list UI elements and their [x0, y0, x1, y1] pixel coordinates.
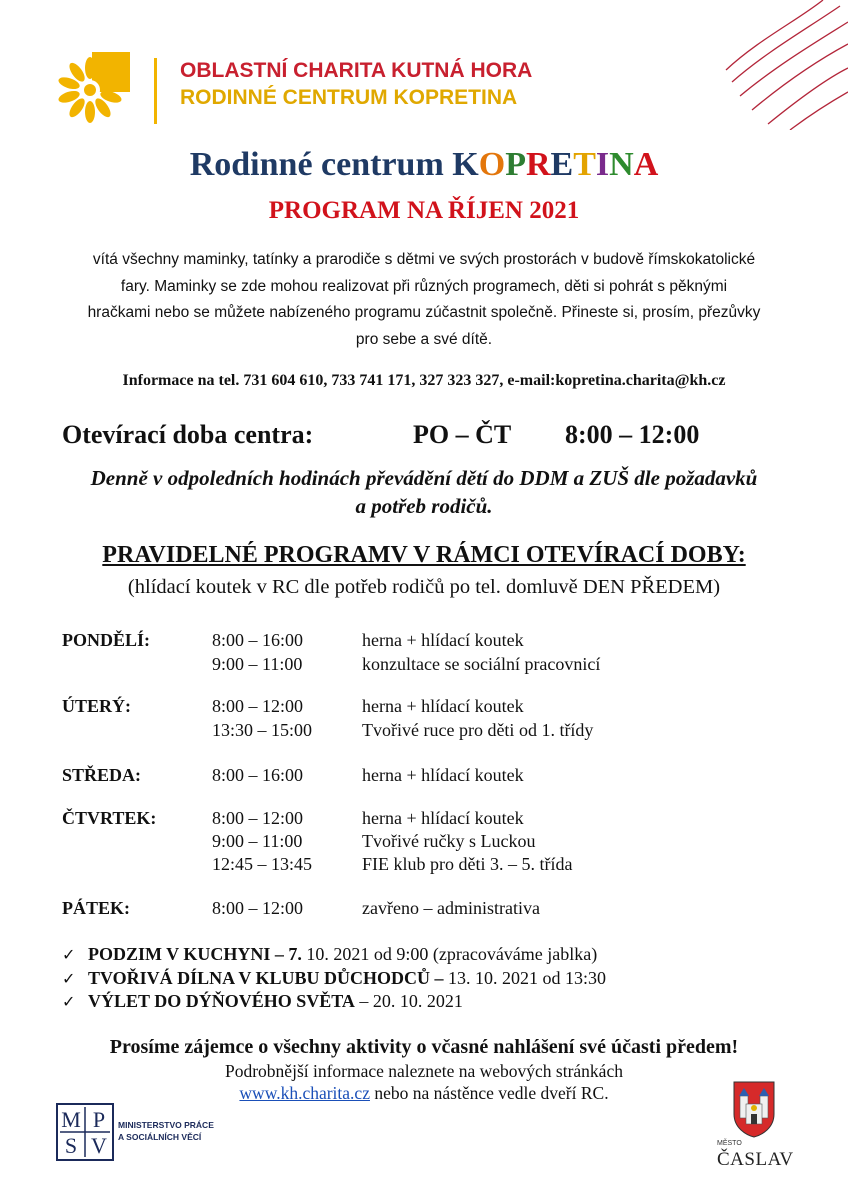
opening-hours-time: 8:00 – 12:00	[565, 420, 700, 449]
intro-line: vítá všechny maminky, tatínky a prarodiče s dětmi ve svých prostorách v budově římskokatolické	[92, 251, 756, 268]
kopretina-colored-word	[452, 146, 658, 183]
kopretina-letter: N	[609, 146, 634, 183]
opening-hours-label: Otevírací doba centra:	[62, 420, 314, 449]
schedule-time: 8:00 – 12:00	[212, 808, 304, 828]
event-details: 10. 2021 od 9:00 (zpracováváme jablka)	[301, 944, 598, 964]
schedule-time: 8:00 – 12:00	[212, 696, 304, 716]
program-title: PROGRAM NA ŘÍJEN 2021	[268, 197, 580, 224]
contact-info: Informace na tel. 731 604 610, 733 741 171, 327 323 327, e-mail:kopretina.charita@kh.cz	[122, 372, 726, 389]
org-name: OBLASTNÍ CHARITA KUTNÁ HORA	[180, 59, 533, 82]
charita-flower-logo	[58, 52, 130, 124]
schedule-activity: Tvořivé ručky s Luckou	[362, 831, 536, 851]
schedule-time: 9:00 – 11:00	[212, 831, 303, 851]
kopretina-letter: A	[633, 146, 659, 183]
checkmark-icon: ✓	[62, 945, 76, 964]
schedule-activity: herna + hlídací koutek	[362, 808, 524, 828]
schedule-time: 12:45 – 13:45	[212, 854, 313, 874]
daily-note-line: a potřeb rodičů.	[355, 494, 493, 518]
schedule-activity: herna + hlídací koutek	[362, 696, 524, 716]
schedule-day-monday: PONDĚLÍ:	[62, 630, 151, 650]
schedule-time: 8:00 – 12:00	[212, 898, 304, 918]
ministry-name-line: MINISTERSTVO PRÁCE	[118, 1120, 214, 1130]
kopretina-letter: P	[505, 146, 526, 183]
regular-programs-title: PRAVIDELNÉ PROGRAMV V RÁMCI OTEVÍRACÍ DOBY:	[102, 542, 746, 568]
event-details: – 20. 10. 2021	[354, 991, 463, 1011]
mpsv-letter-s: S	[64, 1133, 78, 1158]
opening-hours-days: PO – ČT	[413, 420, 512, 449]
schedule-day-tuesday: ÚTERÝ:	[62, 696, 132, 716]
intro-line: fary. Maminky se zde mohou realizovat při různých programech, děti si pohrát s pěknými	[120, 277, 728, 295]
schedule-day-wednesday: STŘEDA:	[62, 765, 142, 785]
closing-request: Prosíme zájemce o všechny aktivity o včasné nahlášení své účasti předem!	[109, 1036, 739, 1058]
schedule-time: 8:00 – 16:00	[212, 630, 304, 650]
regular-programs-subtitle: (hlídací koutek v RC dle potřeb rodičů po tel. domluvě DEN PŘEDEM)	[127, 576, 721, 598]
more-info-line: Podrobnější informace naleznete na webových stránkách	[225, 1061, 623, 1081]
website-link[interactable]: www.kh.charita.cz	[239, 1083, 370, 1103]
schedule-activity: herna + hlídací koutek	[362, 765, 524, 785]
intro-line: pro sebe a své dítě.	[355, 330, 493, 348]
schedule-day-friday: PÁTEK:	[62, 898, 131, 918]
city-name: ČASLAV	[717, 1149, 794, 1170]
schedule-day-thursday: ČTVRTEK:	[62, 808, 157, 828]
event-item	[62, 944, 597, 965]
caslav-coat-of-arms-icon	[732, 1080, 776, 1138]
kopretina-letter: R	[525, 146, 551, 183]
city-label: MĚSTO	[717, 1140, 742, 1147]
main-title	[0, 146, 848, 184]
kopretina-letter: T	[573, 146, 596, 183]
ministry-name-line: A SOCIÁLNÍCH VĚCÍ	[118, 1132, 202, 1142]
schedule-time: 13:30 – 15:00	[212, 720, 313, 740]
more-info-rest: nebo na nástěnce vedle dveří RC.	[369, 1083, 609, 1103]
main-title-prefix: Rodinné centrum	[189, 146, 453, 183]
mpsv-letter-v: V	[91, 1133, 107, 1158]
center-name: RODINNÉ CENTRUM KOPRETINA	[180, 86, 518, 109]
kopretina-letter: I	[595, 146, 610, 183]
schedule-time: 8:00 – 16:00	[212, 765, 304, 785]
mpsv-letter-p: P	[92, 1107, 106, 1132]
checkmark-icon: ✓	[62, 992, 76, 1011]
schedule-activity: zavřeno – administrativa	[362, 898, 540, 918]
intro-paragraph	[60, 247, 788, 353]
kopretina-letter: E	[550, 146, 574, 183]
corner-decoration	[718, 0, 848, 130]
kopretina-letter: O	[478, 146, 506, 183]
event-title: PODZIM V KUCHYNI – 7.	[88, 944, 302, 964]
schedule-activity: Tvořivé ruce pro děti od 1. třídy	[362, 720, 594, 740]
event-title: TVOŘIVÁ DÍLNA V KLUBU DŮCHODCŮ –	[88, 968, 444, 988]
daily-note	[40, 464, 808, 520]
schedule-activity: konzultace se sociální pracovnicí	[362, 654, 601, 674]
event-details: 13. 10. 2021 od 13:30	[443, 968, 607, 988]
header-divider	[154, 58, 157, 124]
checkmark-icon: ✓	[62, 969, 76, 988]
mpsv-letter-m: M	[61, 1107, 81, 1132]
mpsv-logo	[56, 1103, 114, 1161]
schedule-activity: FIE klub pro děti 3. – 5. třída	[362, 854, 573, 874]
event-item	[62, 968, 606, 989]
more-info-line	[0, 1083, 848, 1104]
daily-note-line: Denně v odpoledních hodinách převádění dětí do DDM a ZUŠ dle požadavků	[90, 466, 758, 490]
schedule-time: 9:00 – 11:00	[212, 654, 303, 674]
intro-line: hračkami nebo se můžete nabízeného programu zúčastnit společně. Přineste si, prosím, přezůvky	[87, 304, 761, 321]
schedule-activity: herna + hlídací koutek	[362, 630, 524, 650]
event-item	[62, 991, 463, 1012]
event-title: VÝLET DO DÝŇOVÉHO SVĚTA	[88, 991, 355, 1011]
kopretina-letter: K	[452, 146, 479, 183]
